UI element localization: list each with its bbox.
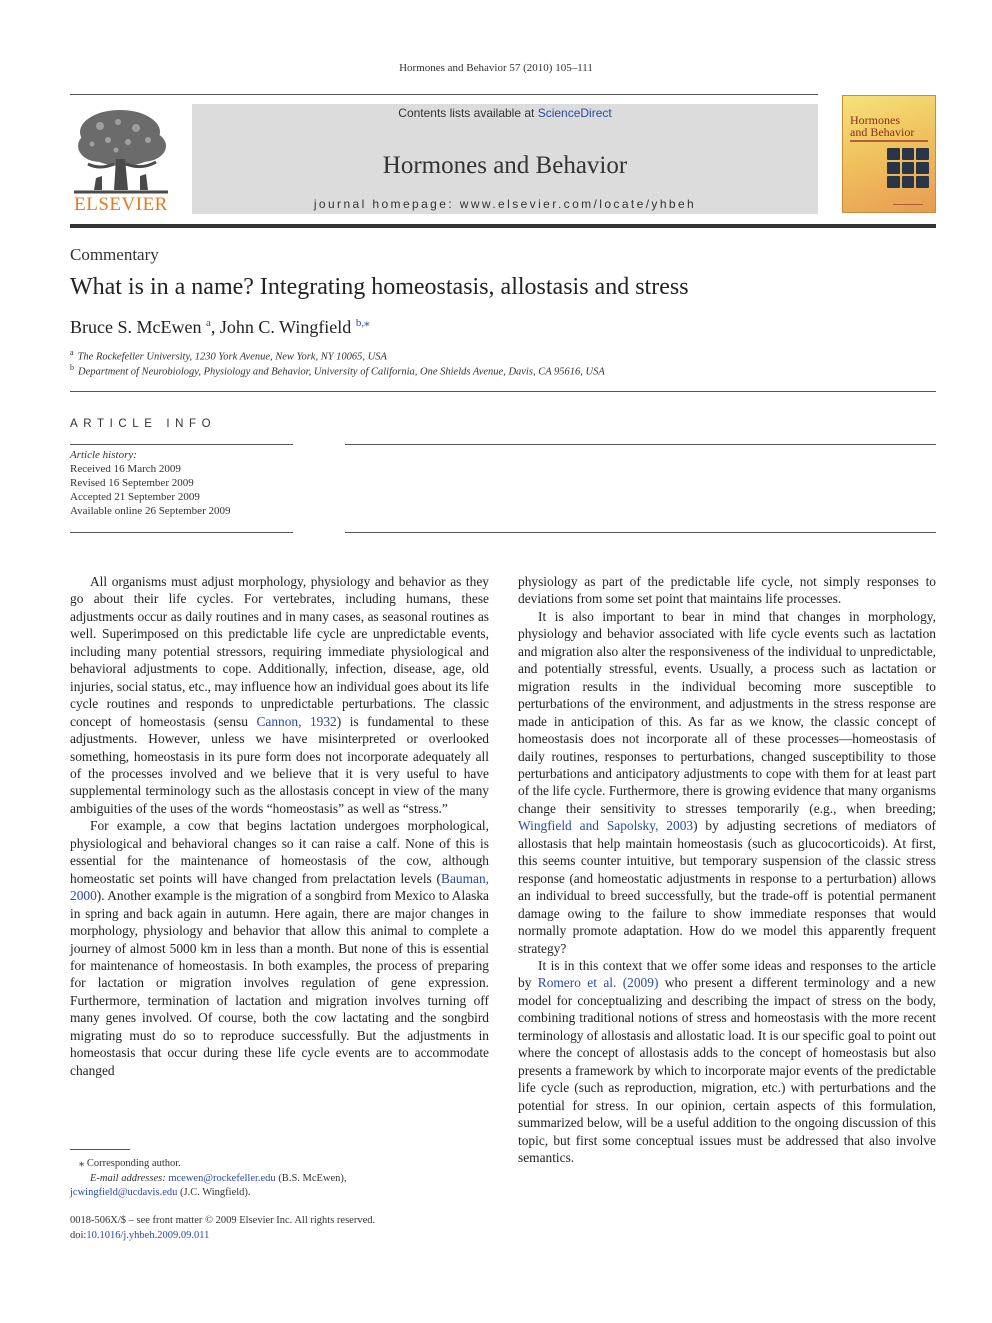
paragraph: [518, 608, 936, 957]
affiliation: [70, 363, 605, 378]
affiliation-link[interactable]: a: [205, 317, 211, 329]
history-item: Accepted 21 September 2009: [70, 491, 200, 503]
cover-stripe: [850, 140, 928, 142]
doi-link[interactable]: 10.1016/j.yhbeh.2009.09.011: [86, 1229, 210, 1241]
divider: [345, 444, 936, 445]
cover-title: [850, 114, 914, 138]
cover-footer-line: [893, 204, 923, 205]
journal-cover-image: [842, 95, 936, 213]
paragraph-text: It is also important to bear in mind that changes in morphology, physiology and behavior associated with life cycle events such as lactation and migration also alter the responsiveness of the individual to unpredictable, and potentially stressful, events. Usually, a process such as lactation or migration results in the individual becoming more susceptible to perturbations of the environment, and adjustments in the stress response are made in anticipation of this. As far as we know, the classic concept of homeostasis does not incorporate all of these processes—homeostasis of daily routines, responses to perturbations, changed susceptibility to those perturbations and anticipatory adjustments to cope with them for at least part of the life cycle. Furthermore, there is growing evidence that many organisms change their sensitivity to stresses temporarily (e.g., when breeding;: [518, 608, 936, 816]
sciencedirect-link[interactable]: ScienceDirect: [537, 106, 612, 120]
paragraph-text: ) is fundamental to these adjustments. However, unless we have misinterpreted or overlooked something, homeostasis in its pure form does not incorporate adequately all of the processes involved and we believe that it is very useful to have supplemental terminology such as the allostasis concept in view of the many ambiguities of the uses of the words “homeostasis” as well as “stress.”: [70, 713, 490, 816]
corresponding-author-footnote: [70, 1157, 490, 1201]
author-name: Bruce S. McEwen: [70, 317, 202, 337]
affiliation-mark: a: [70, 348, 74, 357]
article-title: What is in a name? Integrating homeostasis, allostasis and stress: [70, 274, 689, 300]
journal-name: Hormones and Behavior: [382, 152, 628, 179]
citation-link[interactable]: Romero et al. (2009): [537, 975, 659, 991]
divider: [70, 391, 936, 392]
history-item: Available online 26 September 2009: [70, 505, 231, 517]
footnote-line: [70, 1186, 490, 1201]
footnote-line: [70, 1157, 490, 1172]
article-history: [70, 448, 230, 518]
author-name: John C. Wingfield: [219, 317, 352, 337]
citation-link[interactable]: Wingfield and Sapolsky, 2003: [518, 818, 694, 834]
contents-line: [192, 106, 818, 120]
cover-title-line2: and Behavior: [850, 125, 915, 139]
paragraph: [70, 573, 489, 817]
paragraph-text: For example, a cow that begins lactation undergoes morphological, physiological and behavioral changes so it can raise a calf. None of this is essential for the maintenance of homeostasis of the cow, although homeostatic set points will have changed from prelactation levels (: [70, 818, 489, 886]
cover-title-line1: Hormones: [850, 113, 900, 127]
affiliation: [70, 348, 387, 363]
contents-prefix: Contents lists available at: [398, 106, 538, 120]
affiliation-link[interactable]: b,⁎: [355, 317, 370, 329]
history-item: Received 16 March 2009: [70, 463, 181, 475]
email-link[interactable]: jcwingfield@ucdavis.edu: [70, 1187, 178, 1198]
email-link[interactable]: mcewen@rockefeller.edu: [168, 1172, 276, 1184]
issn-line: 0018-506X/$ – see front matter © 2009 Elsevier Inc. All rights reserved.: [70, 1215, 376, 1226]
paragraph-text: ). Another example is the migration of a songbird from Mexico to Alaska in spring and back again in autumn. Here again, there are major changes in morphology, physiology and behavior that allow this animal to complete a journey of almost 5000 km in less than a month. But none of this is essential for maintenance of homeostasis. In both examples, the process of preparing for lactation or migration involves regulation of gene expression. Furthermore, termination of lactation and migration involves turning off many genes involved. Of course, both the cow lactating and the songbird migrating must do so to reproduce successfully. But the adjustments in homeostasis that occur during these life cycle events are to accommodate changed: [70, 888, 489, 1078]
author-separator: ,: [210, 317, 216, 337]
footnote-text: Corresponding author.: [86, 1158, 181, 1169]
citation-link[interactable]: Bauman, 2000: [70, 870, 489, 904]
footnote-rule: [70, 1149, 130, 1150]
paragraph-text: ) by adjusting secretions of mediators of allostasis that help maintain homeostasis (such as glucocorticoids). At first, this seems counter intuitive, but temporary suspension of the classic stress response (and homeostatic adjustments in response to a perturbation) allows an individual to breed successfully, but the trade-off is potential permanent damage owing to the failure to show immediate responses that would normally promote adaptation. How do we model this apparently frequent strategy?: [518, 818, 936, 956]
email-owner: (B.S. McEwen),: [275, 1172, 347, 1184]
paragraph-text: It is in this context that we offer some ideas and responses to the article by: [518, 957, 936, 991]
doi-label: doi:: [70, 1229, 87, 1241]
history-label: Article history:: [70, 449, 137, 461]
paragraph: [518, 957, 936, 1166]
journal-header: [70, 94, 936, 230]
cover-image-grid: [887, 148, 929, 188]
header-top-rule: [70, 94, 818, 95]
paragraph-text: All organisms must adjust morphology, physiology and behavior as they go about their life cycles. For vertebrates, including humans, these adjustments occur as daily routines and in many cases, as seasonal routines as well. Superimposed on this predictable life cycle are unpredictable events, including many potential stressors, requiring immediate physiological and behavioral adjustments to cope. Additionally, infection, disease, age, old injuries, social status, etc., may influence how an individual goes about its life cycle routines and responds to unpredictable perturbations. The classic concept of homeostasis (sensu: [70, 574, 489, 729]
doi-line: [70, 1229, 375, 1244]
affiliation-text: The Rockefeller University, 1230 York Avenue, New York, NY 10065, USA: [77, 351, 387, 363]
author-list: [70, 316, 370, 338]
paragraph: physiology as part of the predictable life cycle, not simply responses to deviations from some set point that maintains life processes.: [518, 574, 936, 607]
citation-link[interactable]: Cannon, 1932: [256, 713, 337, 729]
running-head: Hormones and Behavior 57 (2010) 105–111: [399, 62, 593, 74]
affiliation-mark: b: [70, 363, 74, 372]
history-item: Revised 16 September 2009: [70, 477, 194, 489]
paragraph: [70, 817, 489, 1079]
article-info-heading: ARTICLE INFO: [70, 418, 217, 430]
email-owner: (J.C. Wingfield).: [177, 1187, 251, 1198]
journal-banner: [192, 104, 818, 214]
divider: [70, 532, 293, 533]
divider: [70, 444, 293, 445]
footnote-mark: ⁎: [79, 1158, 85, 1169]
journal-homepage[interactable]: journal homepage: www.elsevier.com/locate/yhbeh: [313, 197, 697, 211]
article-type: Commentary: [70, 245, 159, 264]
footnote-line: [70, 1172, 490, 1187]
body-column-left: [70, 573, 489, 1079]
copyright-block: [70, 1214, 375, 1243]
header-thick-rule: [70, 224, 936, 228]
paragraph-text: who present a different terminology and a new model for conceptualizing and describing the impact of stress on the body, combining traditional notions of stress and homeostasis with the more recent terminology of allostasis and allostatic load. It is our specific goal to point out where the concept of allostasis adds to the concept of homeostasis but also presents a framework by which to incorporate major events of the predictable life cycle (such as reproduction, migration, etc.) with perturbations and the potential for stress. In our opinion, certain aspects of this formulation, summarized below, will be a useful addition to the ongoing discussion of this topic, but first some conceptual issues must be addressed that also involve semantics.: [518, 975, 937, 1165]
affiliation-text: Department of Neurobiology, Physiology and Behavior, University of California, One Shields Avenue, Davis, CA 95616, USA: [78, 366, 605, 378]
email-label: E-mail addresses:: [90, 1172, 166, 1184]
divider: [345, 532, 936, 533]
body-column-right: [518, 573, 936, 1166]
publisher-name: ELSEVIER: [74, 194, 168, 215]
